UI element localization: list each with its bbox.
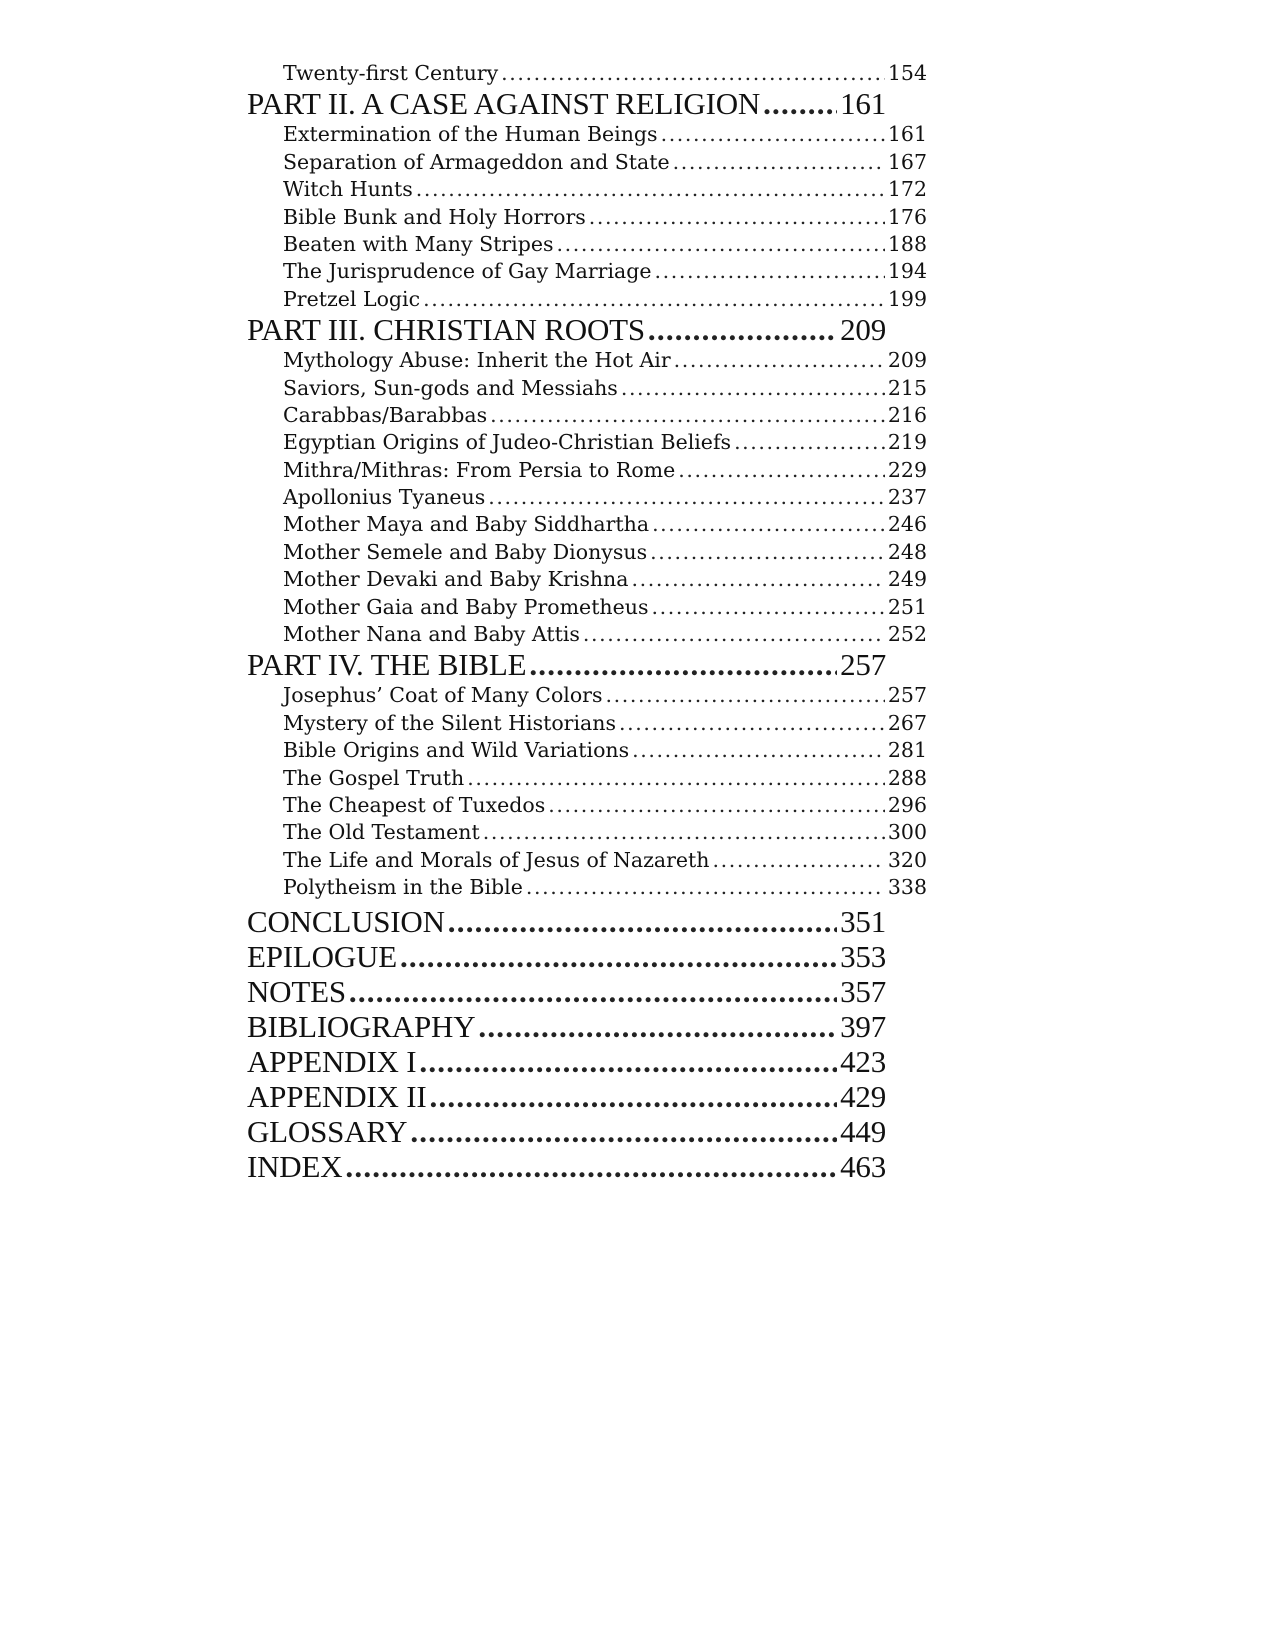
- toc-title: INDEX: [247, 1148, 343, 1184]
- toc-title: Bible Origins and Wild Variations: [283, 738, 630, 763]
- toc-page-number: 248: [887, 539, 927, 564]
- dot-leader: [713, 847, 885, 874]
- toc-page-number: 161: [840, 86, 886, 122]
- toc-page-number: 219: [887, 430, 927, 455]
- toc-page-number: 199: [887, 286, 927, 311]
- dot-leader: [650, 539, 885, 566]
- toc-page-number: 296: [887, 792, 927, 817]
- toc-title: The Cheapest of Tuxedos: [283, 792, 546, 817]
- toc-page-number: 429: [840, 1078, 886, 1114]
- dot-leader: [488, 484, 885, 511]
- toc-page-number: 216: [887, 402, 927, 427]
- toc-title: Extermination of the Human Beings: [283, 122, 658, 147]
- toc-title: Mythology Abuse: Inherit the Hot Air: [283, 348, 671, 373]
- toc-back-matter-heading: [247, 1044, 886, 1079]
- toc-part-heading: [247, 648, 886, 682]
- toc-entry: [283, 149, 927, 176]
- dot-leader: [652, 511, 885, 538]
- toc-title: BIBLIOGRAPHY: [247, 1008, 476, 1044]
- toc-title: The Jurisprudence of Gay Marriage: [283, 259, 652, 284]
- toc-title: Mother Gaia and Baby Prometheus: [283, 594, 649, 619]
- dot-leader: [410, 1114, 837, 1149]
- toc-page-number: 257: [887, 683, 927, 708]
- toc-entry: [283, 121, 927, 148]
- toc-title: PART II. A CASE AGAINST RELIGION: [247, 86, 761, 122]
- dot-leader: [548, 792, 885, 819]
- toc-title: PART III. CHRISTIAN ROOTS: [247, 312, 645, 348]
- toc-page-number: 267: [887, 710, 927, 735]
- toc-title: APPENDIX II: [247, 1078, 427, 1114]
- toc-entry: [283, 511, 927, 538]
- toc-part-heading: [247, 87, 886, 121]
- toc-entry: [283, 792, 927, 819]
- toc-back-matter-heading: [247, 1079, 886, 1114]
- dot-leader: [621, 375, 885, 402]
- toc-page-number: 154: [887, 61, 927, 85]
- toc-title: The Life and Morals of Jesus of Nazareth: [283, 847, 710, 872]
- toc-back-matter-heading: [247, 939, 886, 974]
- toc-back-matter-heading: [247, 1149, 886, 1184]
- toc-page-number: 252: [887, 622, 927, 647]
- toc-part-heading: [247, 313, 886, 347]
- toc-page-number: 397: [840, 1008, 886, 1044]
- toc-entry: [283, 621, 927, 648]
- toc-entry: [283, 484, 927, 511]
- toc-entry: [283, 231, 927, 258]
- toc-page-number: 194: [887, 259, 927, 284]
- dot-leader: [529, 648, 837, 682]
- toc-page-number: 249: [887, 567, 927, 592]
- toc-page-number: 176: [887, 204, 927, 229]
- toc-entry: [283, 765, 927, 792]
- toc-page-number: 449: [840, 1113, 886, 1149]
- toc-entry: [283, 710, 927, 737]
- dot-leader: [631, 566, 884, 593]
- dot-leader: [478, 1009, 837, 1044]
- dot-leader: [483, 819, 885, 846]
- toc-entry: [283, 874, 927, 901]
- toc-page-number: 288: [887, 765, 927, 790]
- toc-page-number: 237: [887, 485, 927, 510]
- dot-leader: [589, 204, 885, 231]
- toc-title: GLOSSARY: [247, 1113, 408, 1149]
- dot-leader: [678, 457, 885, 484]
- toc-page-number: 251: [887, 594, 927, 619]
- toc-entry: [283, 594, 927, 621]
- toc-title: NOTES: [247, 973, 346, 1009]
- toc-title: The Old Testament: [283, 820, 480, 845]
- toc-title: Twenty-first Century: [283, 61, 499, 85]
- dot-leader: [448, 904, 837, 939]
- toc-page-number: 423: [840, 1043, 886, 1079]
- toc-title: Josephus’ Coat of Many Colors: [283, 683, 603, 708]
- toc-page-number: 167: [887, 149, 927, 174]
- dot-leader: [345, 1149, 837, 1184]
- toc-title: Separation of Armageddon and State: [283, 149, 670, 174]
- toc-title: Saviors, Sun-gods and Messiahs: [283, 375, 618, 400]
- dot-leader: [349, 974, 837, 1009]
- toc-page-number: 257: [840, 647, 886, 683]
- toc-back-matter-heading: [247, 974, 886, 1009]
- toc-page-number: 351: [840, 903, 886, 939]
- toc-page-number: 353: [840, 938, 886, 974]
- toc-page-number: 463: [840, 1148, 886, 1184]
- toc-entry: [283, 258, 927, 285]
- toc-entry: [283, 682, 927, 709]
- toc-page-number: 357: [840, 973, 886, 1009]
- toc-page-number: 246: [887, 512, 927, 537]
- dot-leader: [430, 1079, 838, 1114]
- toc-title: Witch Hunts: [283, 177, 413, 202]
- toc-title: Polytheism in the Bible: [283, 875, 523, 900]
- toc-entry: [283, 566, 927, 593]
- dot-leader: [619, 710, 885, 737]
- toc-page-number: 209: [840, 312, 886, 348]
- toc-title: Apollonius Tyaneus: [283, 485, 486, 510]
- toc-back-matter-heading: [247, 1009, 886, 1044]
- dot-leader: [763, 87, 837, 121]
- table-of-contents: [247, 60, 927, 1184]
- dot-leader: [655, 258, 885, 285]
- dot-leader: [400, 939, 837, 974]
- toc-title: Mithra/Mithras: From Persia to Rome: [283, 457, 676, 482]
- toc-back-matter-heading: [247, 904, 886, 939]
- toc-entry: [283, 847, 927, 874]
- toc-title: Mother Maya and Baby Siddhartha: [283, 512, 650, 537]
- toc-title: CONCLUSION: [247, 903, 445, 939]
- toc-title: Mystery of the Silent Historians: [283, 710, 616, 735]
- dot-leader: [606, 682, 885, 709]
- dot-leader: [583, 621, 885, 648]
- dot-leader: [632, 737, 885, 764]
- toc-title: EPILOGUE: [247, 938, 397, 974]
- toc-page-number: 172: [887, 177, 927, 202]
- toc-title: The Gospel Truth: [283, 765, 465, 790]
- dot-leader: [673, 149, 885, 176]
- toc-entry: [283, 347, 927, 374]
- toc-page-number: 320: [887, 847, 927, 872]
- toc-title: PART IV. THE BIBLE: [247, 647, 527, 683]
- toc-page-number: 209: [887, 348, 927, 373]
- dot-leader: [501, 60, 885, 87]
- toc-title: Mother Semele and Baby Dionysus: [283, 539, 648, 564]
- toc-back-matter-heading: [247, 1114, 886, 1149]
- toc-title: Beaten with Many Stripes: [283, 231, 554, 256]
- toc-entry: [283, 286, 927, 313]
- dot-leader: [423, 286, 885, 313]
- toc-page-number: 188: [887, 231, 927, 256]
- toc-entry: [283, 60, 927, 87]
- toc-entry: [283, 819, 927, 846]
- toc-title: Mother Devaki and Baby Krishna: [283, 567, 629, 592]
- toc-page-number: 281: [887, 738, 927, 763]
- toc-page-number: 300: [887, 820, 927, 845]
- toc-page-number: 215: [887, 375, 927, 400]
- dot-leader: [419, 1044, 837, 1079]
- toc-title: Bible Bunk and Holy Horrors: [283, 204, 586, 229]
- toc-entry: [283, 539, 927, 566]
- toc-entry: [283, 204, 927, 231]
- dot-leader: [652, 594, 885, 621]
- dot-leader: [526, 874, 885, 901]
- toc-title: Egyptian Origins of Judeo-Christian Beliefs: [283, 430, 732, 455]
- dot-leader: [467, 765, 885, 792]
- toc-entry: [283, 429, 927, 456]
- toc-entry: [283, 176, 927, 203]
- dot-leader: [661, 121, 885, 148]
- toc-title: Pretzel Logic: [283, 286, 421, 311]
- toc-page-number: 229: [887, 457, 927, 482]
- dot-leader: [557, 231, 885, 258]
- dot-leader: [674, 347, 885, 374]
- toc-page-number: 161: [887, 122, 927, 147]
- dot-leader: [490, 402, 885, 429]
- dot-leader: [416, 176, 885, 203]
- toc-entry: [283, 457, 927, 484]
- toc-title: Mother Nana and Baby Attis: [283, 622, 580, 647]
- toc-page-number: 338: [887, 875, 927, 900]
- toc-entry: [283, 737, 927, 764]
- dot-leader: [734, 429, 885, 456]
- toc-title: APPENDIX I: [247, 1043, 417, 1079]
- toc-title: Carabbas/Barabbas: [283, 402, 488, 427]
- toc-entry: [283, 402, 927, 429]
- dot-leader: [648, 313, 837, 347]
- toc-entry: [283, 375, 927, 402]
